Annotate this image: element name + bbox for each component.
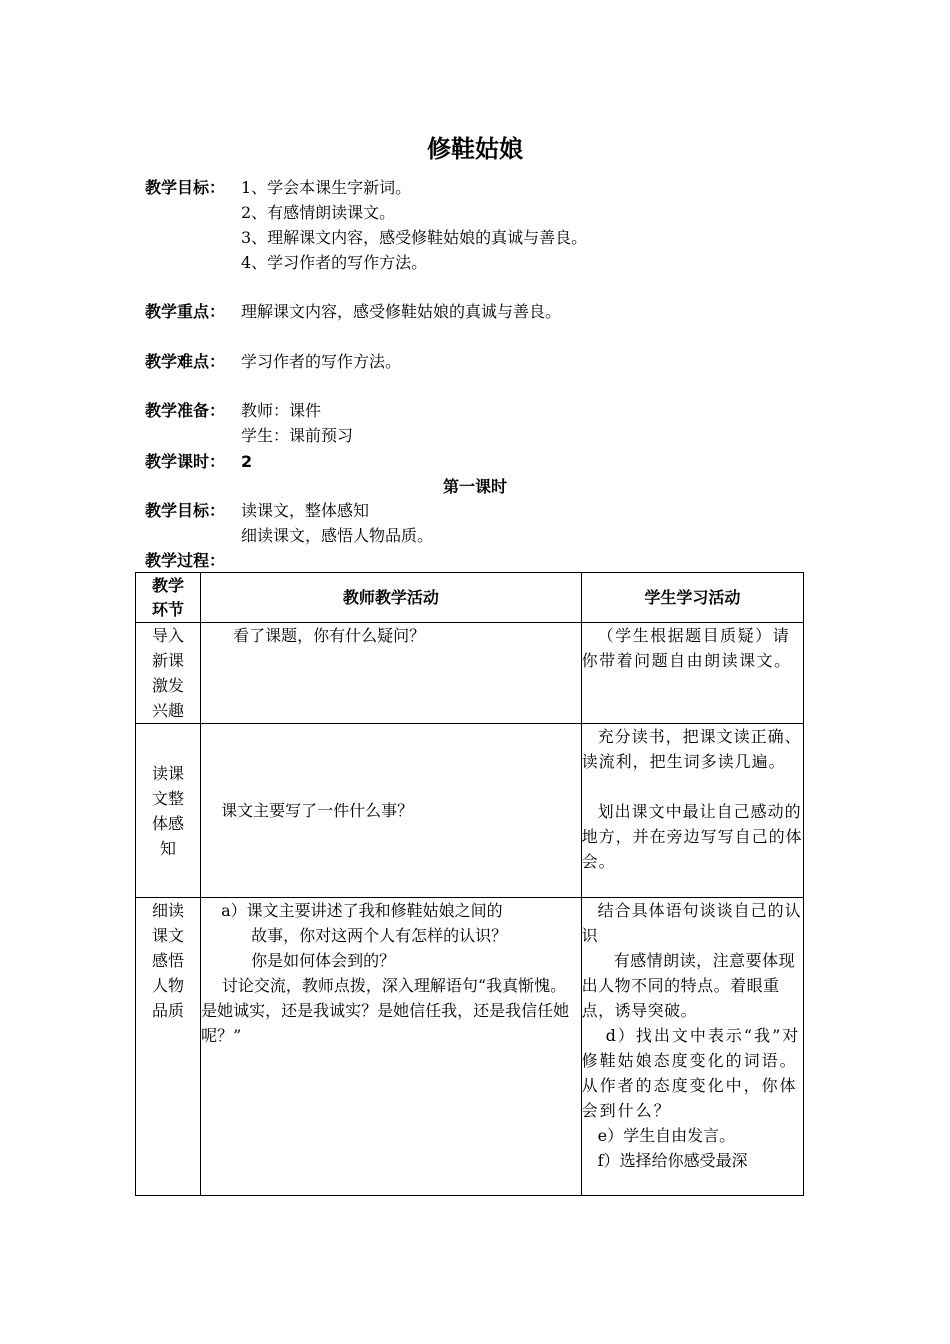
process-row <box>145 548 241 573</box>
objective-item: 2、有感情朗读课文。 <box>241 203 396 222</box>
objectives-row <box>145 175 411 200</box>
student-line: （学生根据题目质疑）请你带着问题自由朗读课文。 <box>581 626 792 670</box>
teacher-line: 故事，你对这两个人有怎样的认识？ <box>251 926 508 945</box>
student-cell <box>581 898 803 1196</box>
student-line: d）找出文中表示“我”对修鞋姑娘态度变化的词语。从作者的态度变化中，你体会到什么？ <box>581 1026 801 1120</box>
key-point-value: 理解课文内容，感受修鞋姑娘的真诚与善良。 <box>241 302 562 321</box>
teacher-line: 你是如何体会到的？ <box>251 951 396 970</box>
difficulty-row <box>145 349 401 374</box>
stage-text: 读课文整体感知 <box>152 763 185 858</box>
teacher-line: 讨论交流，教师点拨，深入理解语句“我真惭愧。是她诚实，还是我诚实？是她信任我，还是我信任她呢？” <box>201 976 570 1045</box>
table-row <box>136 898 804 1196</box>
teacher-cell <box>201 898 582 1196</box>
key-point-label: 教学重点： <box>145 302 226 321</box>
stage-text: 细读课文感悟人物品质 <box>152 901 185 1020</box>
objective-item: 3、理解课文内容，感受修鞋姑娘的真诚与善良。 <box>241 228 588 247</box>
document-title: 修鞋姑娘 <box>427 135 523 163</box>
student-cell <box>581 724 803 898</box>
difficulty-label: 教学难点： <box>145 352 226 371</box>
student-cell <box>581 623 803 724</box>
stage-cell <box>136 623 201 724</box>
stage-text: 导入新课激发兴趣 <box>152 626 185 720</box>
student-line: 结合具体语句谈谈自己的认识 <box>581 901 802 945</box>
stage-cell <box>136 724 201 898</box>
teacher-cell <box>201 724 582 898</box>
table-header-row <box>136 573 804 623</box>
lesson-objectives-label: 教学目标： <box>145 501 226 520</box>
key-point-row <box>145 299 561 324</box>
header-student: 学生学习活动 <box>581 573 803 623</box>
teacher-line: a）课文主要讲述了我和修鞋姑娘之间的 <box>221 901 503 920</box>
preparation-teacher: 教师：课件 <box>241 401 322 420</box>
teacher-line: 课文主要写了一件什么事？ <box>221 801 414 820</box>
preparation-label: 教学准备： <box>145 401 226 420</box>
header-teacher: 教师教学活动 <box>201 573 582 623</box>
lesson-objective-item: 读课文，整体感知 <box>241 501 370 520</box>
teacher-line: 看了课题，你有什么疑问？ <box>233 626 426 645</box>
periods-value: 2 <box>241 452 253 471</box>
periods-label: 教学课时： <box>145 452 226 471</box>
lesson-objectives-row <box>145 498 369 523</box>
preparation-row <box>145 398 321 423</box>
objectives-label: 教学目标： <box>145 178 226 197</box>
objective-item: 4、学习作者的写作方法。 <box>241 253 428 272</box>
periods-row <box>145 449 252 474</box>
student-line: e）学生自由发言。 <box>597 1126 736 1145</box>
header-stage <box>136 573 201 623</box>
preparation-student: 学生：课前预习 <box>241 426 354 445</box>
student-line: f）选择给你感受最深 <box>597 1151 748 1170</box>
teaching-process-table <box>135 572 804 1196</box>
lesson-heading: 第一课时 <box>442 477 507 496</box>
student-line: 划出课文中最让自己感动的地方，并在旁边写写自己的体会。 <box>581 802 803 871</box>
process-label: 教学过程： <box>145 551 226 570</box>
objective-item: 1、学会本课生字新词。 <box>241 178 412 197</box>
difficulty-value: 学习作者的写作方法。 <box>241 352 402 371</box>
table-row <box>136 724 804 898</box>
table-row <box>136 623 804 724</box>
stage-cell <box>136 898 201 1196</box>
lesson-objective-item: 细读课文，感悟人物品质。 <box>241 526 434 545</box>
header-stage-text: 教学环节 <box>152 575 185 619</box>
student-line: 有感情朗读，注意要体现出人物不同的特点。着眼重点，诱导突破。 <box>581 951 796 1020</box>
teacher-cell <box>201 623 582 724</box>
student-line: 充分读书，把课文读正确、读流利，把生词多读几遍。 <box>581 727 802 771</box>
